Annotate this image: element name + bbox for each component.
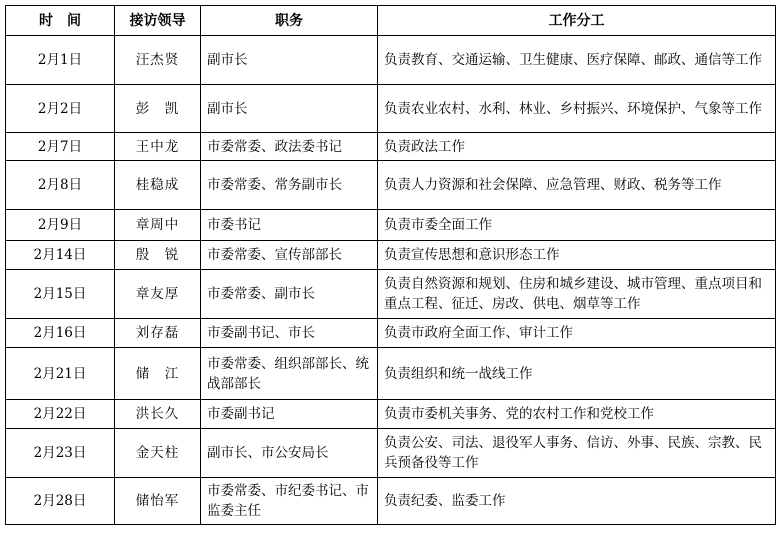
cell-role: 副市长 (201, 85, 378, 133)
table-row (6, 241, 776, 270)
cell-duty: 负责市委机关事务、党的农村工作和党校工作 (378, 400, 776, 429)
cell-date: 2月2日 (6, 85, 115, 133)
cell-date: 2月8日 (6, 161, 115, 210)
cell-duty: 负责公安、司法、退役军人事务、信访、外事、民族、宗教、民兵预备役等工作 (378, 429, 776, 478)
cell-date: 2月1日 (6, 36, 115, 85)
cell-role: 市委副书记、市长 (201, 319, 378, 348)
cell-leader: 桂稳成 (115, 161, 201, 210)
cell-leader: 王中龙 (115, 133, 201, 161)
table-row (6, 161, 776, 210)
header-leader: 接访领导 (115, 6, 201, 36)
table-row (6, 400, 776, 429)
cell-leader: 刘存磊 (115, 319, 201, 348)
cell-role: 市委常委、政法委书记 (201, 133, 378, 161)
cell-role: 市委常委、市纪委书记、市监委主任 (201, 478, 378, 525)
cell-date: 2月9日 (6, 210, 115, 241)
cell-date: 2月16日 (6, 319, 115, 348)
cell-duty: 负责宣传思想和意识形态工作 (378, 241, 776, 270)
cell-leader: 洪长久 (115, 400, 201, 429)
cell-duty: 负责人力资源和社会保障、应急管理、财政、税务等工作 (378, 161, 776, 210)
cell-duty: 负责教育、交通运输、卫生健康、医疗保障、邮政、通信等工作 (378, 36, 776, 85)
cell-duty: 负责自然资源和规划、住房和城乡建设、城市管理、重点项目和重点工程、征迁、房改、供电、烟草等工作 (378, 270, 776, 319)
cell-duty: 负责组织和统一战线工作 (378, 348, 776, 400)
cell-role: 副市长 (201, 36, 378, 85)
cell-duty: 负责市委全面工作 (378, 210, 776, 241)
cell-role: 市委常委、常务副市长 (201, 161, 378, 210)
cell-role: 副市长、市公安局长 (201, 429, 378, 478)
cell-leader: 章友厚 (115, 270, 201, 319)
table-row (6, 270, 776, 319)
cell-leader: 彭 凯 (115, 85, 201, 133)
cell-role: 市委常委、副市长 (201, 270, 378, 319)
cell-date: 2月15日 (6, 270, 115, 319)
table-row (6, 348, 776, 400)
cell-leader: 储 江 (115, 348, 201, 400)
header-role: 职务 (201, 6, 378, 36)
cell-leader: 汪杰贤 (115, 36, 201, 85)
cell-leader: 金天柱 (115, 429, 201, 478)
cell-leader: 章周中 (115, 210, 201, 241)
header-row (6, 6, 776, 36)
table-row (6, 478, 776, 525)
cell-role: 市委常委、组织部部长、统战部部长 (201, 348, 378, 400)
header-duty: 工作分工 (378, 6, 776, 36)
cell-role: 市委副书记 (201, 400, 378, 429)
cell-role: 市委常委、宣传部部长 (201, 241, 378, 270)
cell-leader: 储怡军 (115, 478, 201, 525)
table-row (6, 319, 776, 348)
table-row (6, 429, 776, 478)
cell-duty: 负责政法工作 (378, 133, 776, 161)
cell-duty: 负责纪委、监委工作 (378, 478, 776, 525)
cell-date: 2月7日 (6, 133, 115, 161)
table-row (6, 85, 776, 133)
leader-reception-table (5, 5, 776, 525)
cell-date: 2月28日 (6, 478, 115, 525)
cell-date: 2月22日 (6, 400, 115, 429)
cell-date: 2月21日 (6, 348, 115, 400)
table-row (6, 133, 776, 161)
cell-date: 2月14日 (6, 241, 115, 270)
cell-duty: 负责农业农村、水利、林业、乡村振兴、环境保护、气象等工作 (378, 85, 776, 133)
cell-role: 市委书记 (201, 210, 378, 241)
cell-leader: 殷 锐 (115, 241, 201, 270)
table-row (6, 36, 776, 85)
cell-date: 2月23日 (6, 429, 115, 478)
cell-duty: 负责市政府全面工作、审计工作 (378, 319, 776, 348)
table-row (6, 210, 776, 241)
header-date: 时 间 (6, 6, 115, 36)
